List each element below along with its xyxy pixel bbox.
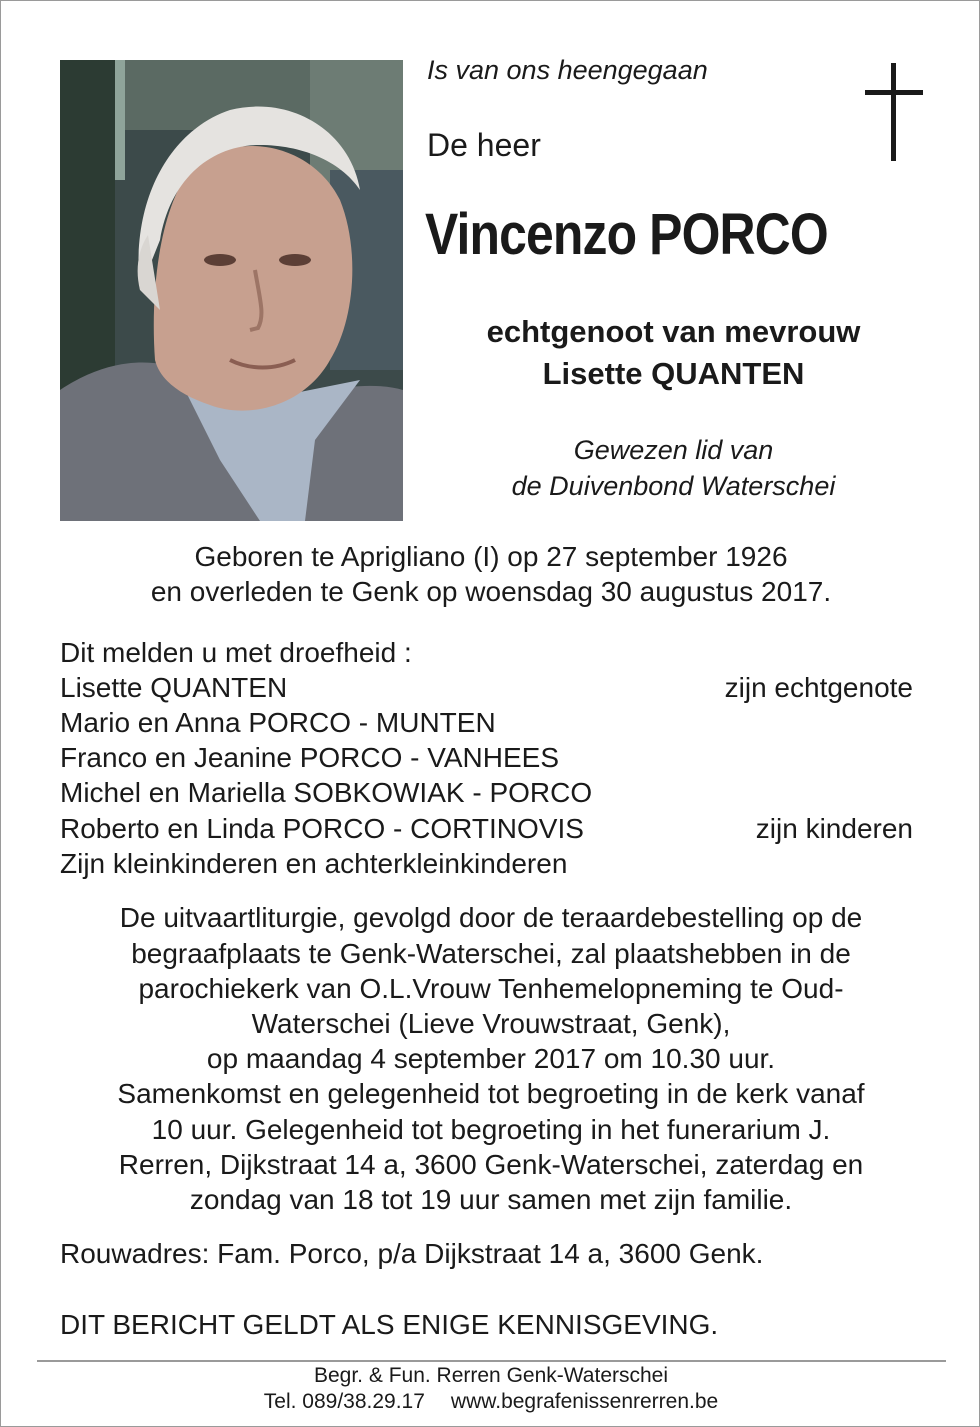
family-member-name: Michel en Mariella SOBKOWIAK - PORCO — [60, 777, 593, 808]
spouse-line-2: Lisette QUANTEN — [542, 356, 805, 391]
funeral-line: De uitvaartliturgie, gevolgd door de teraardebestelling op de — [119, 902, 863, 933]
funeral-line: 10 uur. Gelegenheid tot begroeting in het funerarium J. — [151, 1114, 831, 1145]
family-member-name: Roberto en Linda PORCO - CORTINOVIS — [60, 813, 584, 844]
family-member — [60, 813, 913, 845]
birth-line: Geboren te Aprigliano (I) op 27 september 1926 — [194, 541, 788, 572]
funeral-line: op maandag 4 september 2017 om 10.30 uur. — [206, 1043, 776, 1074]
family-member — [60, 672, 913, 704]
funeral-line: Waterschei (Lieve Vrouwstraat, Genk), — [251, 1008, 731, 1039]
funeral-line: Samenkomst en gelegenheid tot begroeting in de kerk vanaf — [117, 1078, 865, 1109]
family-member — [60, 707, 913, 739]
deceased-name: Vincenzo PORCO — [425, 202, 828, 267]
funeral-line: zondag van 18 tot 19 uur samen met zijn familie. — [189, 1184, 793, 1215]
cross-icon — [865, 63, 923, 161]
announcement-text: DIT BERICHT GELDT ALS ENIGE KENNISGEVING. — [60, 1309, 719, 1340]
family-member-name: Lisette QUANTEN — [60, 672, 288, 703]
website-link[interactable]: www.begrafenissenrerren.be — [450, 1390, 719, 1413]
family-member-relation: zijn echtgenote — [724, 672, 913, 703]
family-member-relation: zijn kinderen — [755, 813, 913, 844]
intro-text: Is van ons heengegaan — [427, 55, 708, 85]
honorific-title: De heer — [427, 127, 541, 163]
footer-divider — [37, 1360, 946, 1362]
funeral-home-name: Begr. & Fun. Rerren Genk-Waterschei — [313, 1364, 669, 1387]
family-member — [60, 848, 913, 880]
membership-line-1: Gewezen lid van — [573, 435, 774, 465]
spouse-line-1: echtgenoot van mevrouw — [486, 314, 861, 349]
family-member — [60, 742, 913, 774]
funeral-home-contact — [101, 1390, 881, 1414]
funeral-line: begraafplaats te Genk-Waterschei, zal plaatshebben in de — [131, 938, 851, 969]
portrait-photo — [60, 60, 403, 521]
funeral-line: Rerren, Dijkstraat 14 a, 3600 Genk-Waterschei, zaterdag en — [118, 1149, 864, 1180]
family-member-name: Mario en Anna PORCO - MUNTEN — [60, 707, 496, 738]
death-line: en overleden te Genk op woensdag 30 augustus 2017. — [150, 576, 832, 607]
funeral-line: parochiekerk van O.L.Vrouw Tenhemelopneming te Oud- — [138, 973, 844, 1004]
mourning-address: Rouwadres: Fam. Porco, p/a Dijkstraat 14 a, 3600 Genk. — [60, 1238, 764, 1269]
family-intro: Dit melden u met droefheid : — [60, 637, 412, 668]
phone-number: Tel. 089/38.29.17 — [263, 1390, 425, 1413]
family-member-name: Franco en Jeanine PORCO - VANHEES — [60, 742, 560, 773]
family-member-name: Zijn kleinkinderen en achterkleinkinderen — [60, 848, 568, 879]
membership-line-2: de Duivenbond Waterschei — [511, 471, 836, 501]
family-member — [60, 777, 913, 809]
